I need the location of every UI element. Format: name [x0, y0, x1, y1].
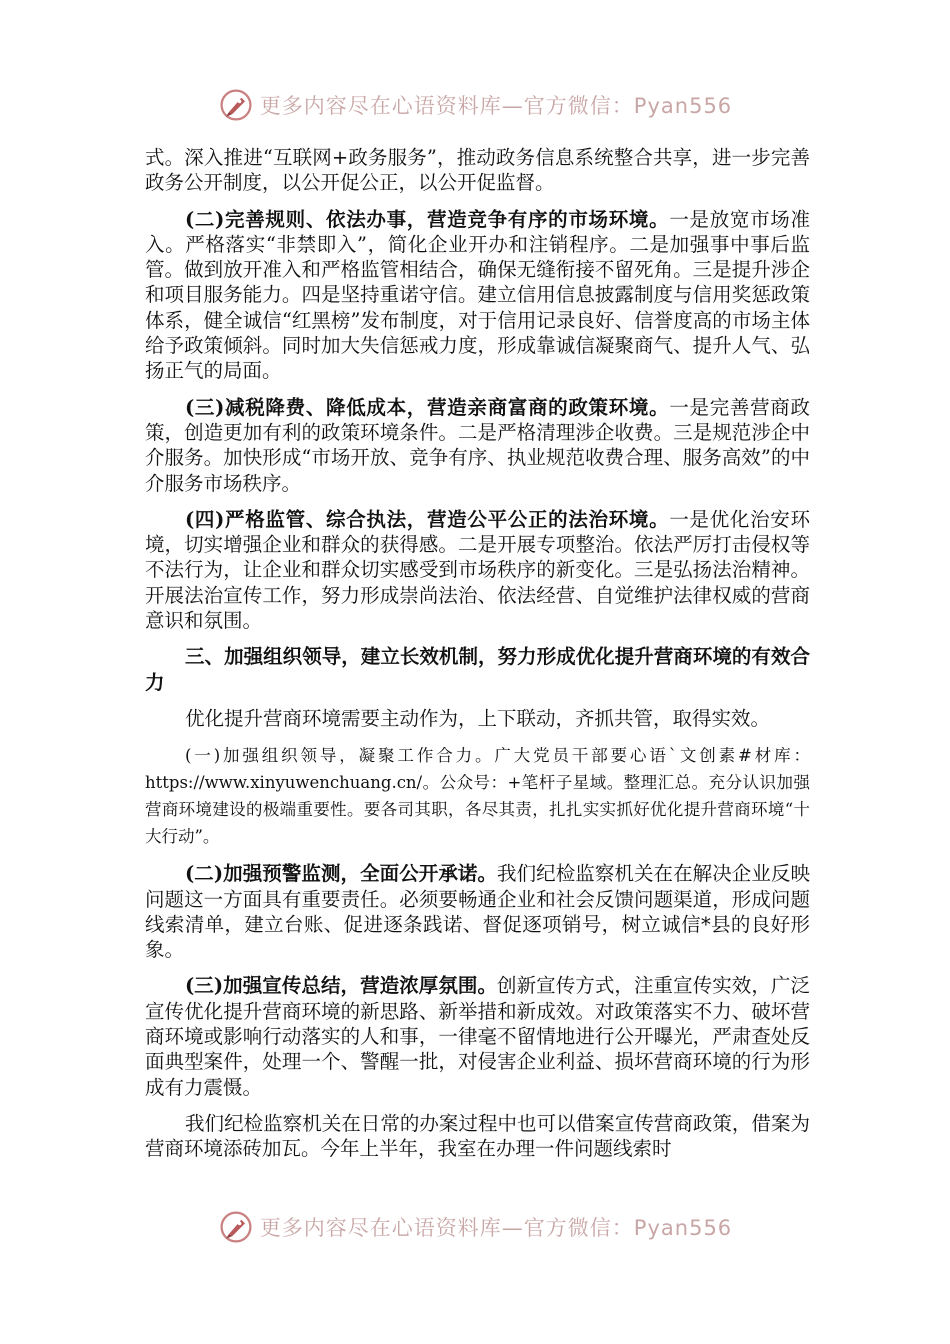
document-body — [145, 145, 810, 1162]
paragraph — [145, 973, 810, 1099]
paragraph-heading: (四)严格监管、综合执法，营造公平公正的法治环境。 — [185, 507, 670, 531]
paragraph-inserted-note: (一)加强组织领导，凝聚工作合力。广大党员干部要心语`文创素#材库：https://www.xinyuwenchuang.cn/。公众号：+笔杆子星域。整理汇总。充分认识加强营商环境建设的极端重要性。要各司其职，各尽其责，扎扎实实抓好优化提升营商环境“十大行动”。 — [145, 746, 810, 847]
paragraph-heading: (三)减税降费、降低成本，营造亲商富商的政策环境。 — [185, 395, 670, 419]
paragraph-text: 一是完善营商政策，创造更加有利的政策环境条件。二是严格清理涉企收费。三是规范涉企中介服务。加快形成“市场开放、竞争有序、执业规范收费合理、服务高效”的中介服务市场秩序。 — [145, 395, 810, 495]
paragraph: 优化提升营商环境需要主动作为，上下联动，齐抓共管，取得实效。 — [185, 706, 771, 730]
paragraph-text: 一是优化治安环境，切实增强企业和群众的获得感。二是开展专项整治。依法严厉打击侵权等不法行为，让企业和群众切实感受到市场秩序的新变化。三是弘扬法治精神。开展法治宣传工作，努力形成崇尚法治、依法经营、自觉维护法律权威的营商意识和氛围。 — [145, 507, 810, 633]
paragraph-heading: (二)加强预警监测，全面公开承诺。 — [185, 862, 498, 886]
watermark-header — [0, 80, 950, 130]
paragraph-text: 一是放宽市场准入。严格落实“非禁即入”，简化企业开办和注销程序。二是加强事中事后监管。做到放开准入和严格监管相结合，确保无缝衔接不留死角。三是提升涉企和项目服务能力。四是坚持重诺守信。建立信用信息披露制度与信用奖惩政策体系，健全诚信“红黑榜”发布制度，对于信用记录良好、信誉度高的市场主体给予政策倾斜。同时加大失信惩戒力度，形成靠诚信凝聚商气、提升人气、弘扬正气的局面。 — [145, 207, 810, 383]
pen-nib-logo-icon — [218, 1209, 254, 1245]
paragraph-heading: (二)完善规则、依法办事，营造竞争有序的市场环境。 — [185, 207, 670, 231]
paragraph-heading: (三)加强宣传总结，营造浓厚氛围。 — [185, 974, 498, 998]
pen-nib-logo-icon — [218, 87, 254, 123]
paragraph — [145, 395, 810, 496]
paragraph — [145, 507, 810, 633]
paragraph — [145, 861, 810, 962]
watermark-text: 更多内容尽在心语资料库—官方微信：Pyan556 — [259, 1216, 733, 1240]
watermark-footer — [0, 1202, 950, 1252]
section-heading: 三、加强组织领导，建立长效机制，努力形成优化提升营商环境的有效合力 — [145, 645, 810, 694]
paragraph: 式。深入推进“互联网+政务服务”，推动政务信息系统整合共享，进一步完善政务公开制度，以公开促公正，以公开促监督。 — [145, 146, 810, 195]
paragraph-text: 创新宣传方式，注重宣传实效，广泛宣传优化提升营商环境的新思路、新举措和新成效。对政策落实不力、破坏营商环境或影响行动落实的人和事，一律毫不留情地进行公开曝光，严肃查处反面典型案件，处理一个、警醒一批，对侵害企业利益、损坏营商环境的行为形成有力震慑。 — [145, 974, 810, 1099]
paragraph — [145, 207, 810, 384]
paragraph: 我们纪检监察机关在日常的办案过程中也可以借案宣传营商政策，借案为营商环境添砖加瓦。今年上半年，我室在办理一件问题线索时 — [145, 1111, 810, 1161]
watermark-text: 更多内容尽在心语资料库—官方微信：Pyan556 — [259, 94, 733, 118]
paragraph-text: 我们纪检监察机关在在解决企业反映问题这一方面具有重要责任。必须要畅通企业和社会反馈问题渠道，形成问题线索清单，建立台账、促进逐条践诺、督促逐项销号，树立诚信*县的良好形象。 — [145, 862, 810, 962]
